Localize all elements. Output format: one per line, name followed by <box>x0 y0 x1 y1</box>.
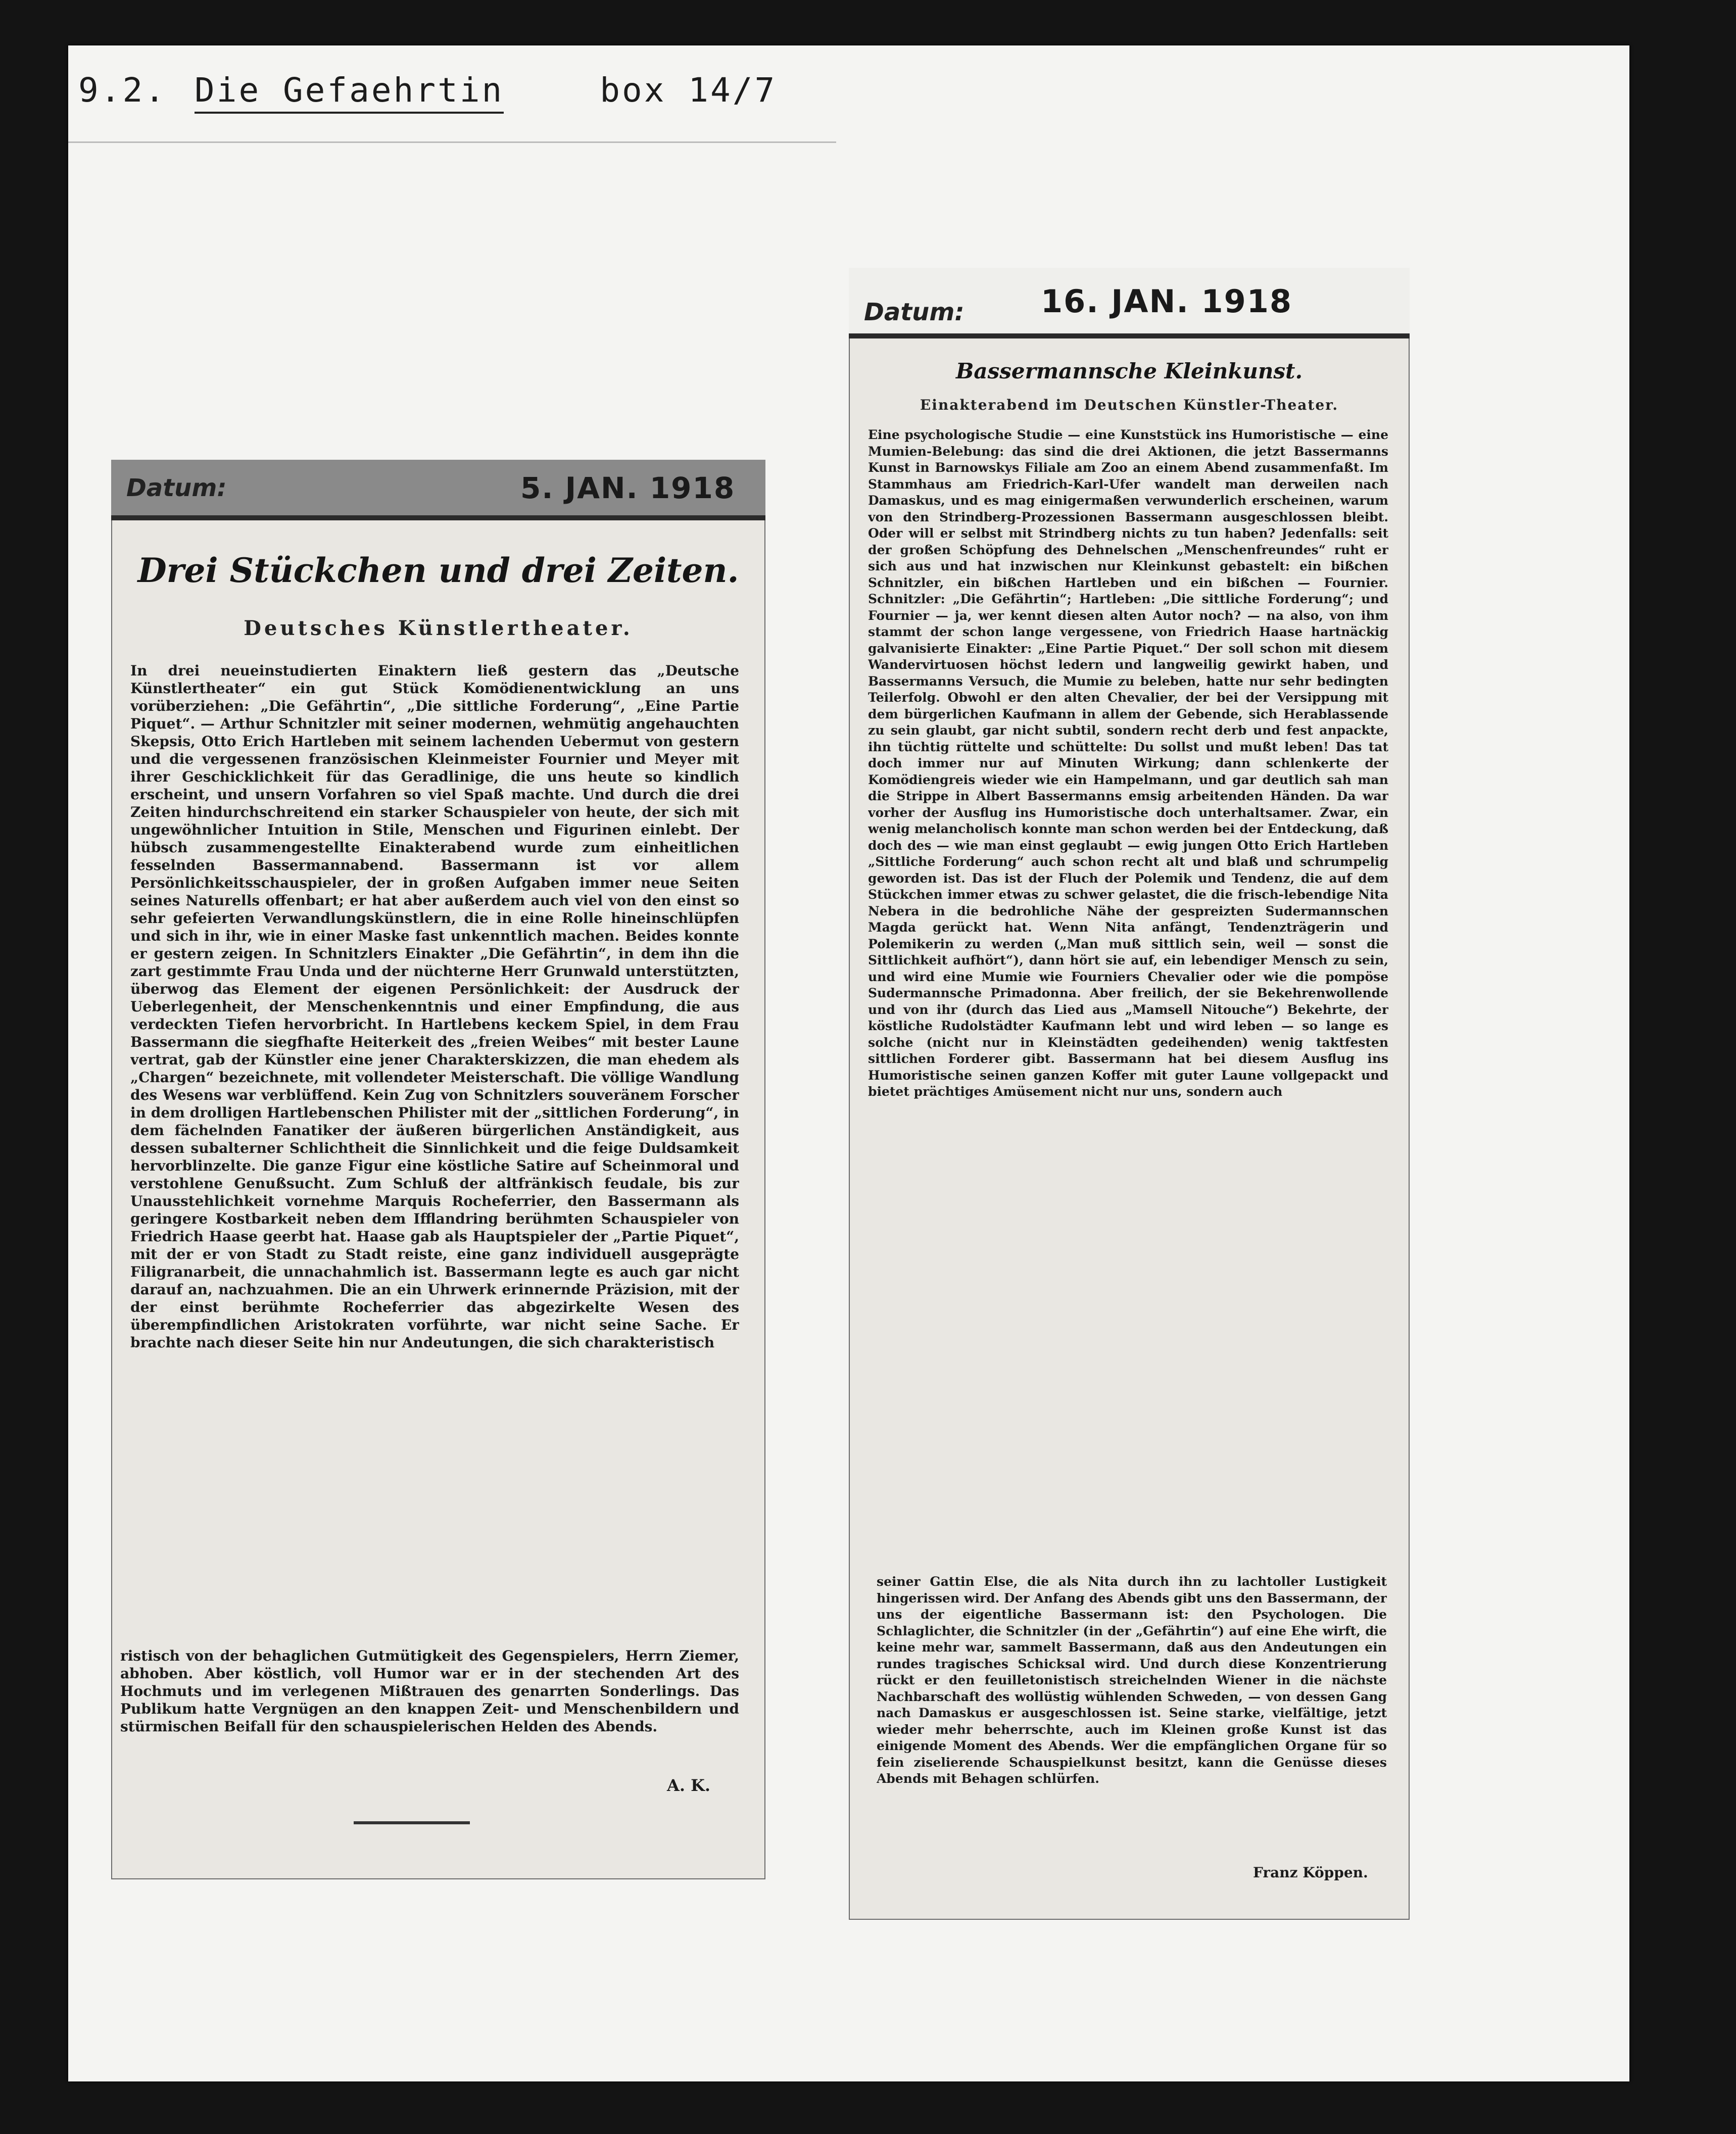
left-end-rule <box>354 1821 470 1824</box>
left-headline: Drei Stückchen und drei Zeiten. <box>137 551 739 590</box>
right-signature: Franz Köppen. <box>1253 1864 1368 1881</box>
left-subheadline: Deutsches Künstlertheater. <box>244 616 633 640</box>
right-datum-label: Datum: <box>864 298 965 326</box>
work-title: Die Gefaehrtin <box>195 71 504 114</box>
right-date-stamp: 16. JAN. 1918 <box>1041 283 1293 320</box>
left-date-stamp: 5. JAN. 1918 <box>520 471 736 505</box>
right-article-body: Eine psychologische Studie — eine Kunststück ins Humoristische — eine Mumien-Belebung: das sind die drei Aktionen, die jetzt Bassermanns Kunst in Barnowskys Filiale am Zoo an einem Abend zusammenfaßt. Im Stammhaus am Friedrich-Karl-Ufer wandelt man derweilen nach Damaskus, und es mag einigermaßen verwunderlich erscheinen, warum von den Strindberg-Prozessionen Bassermann ausgeschlossen bleibt. Oder will er selbst mit Strindberg nichts zu tun haben? Jedenfalls: seit der großen Schöpfung des Dehnelschen „Menschenfreundes“ ruht er sich aus und hat inzwischen nur Kleinkunst gebastelt: ein bißchen Schnitzler, ein bißchen Hartleben und ein bißchen — Fournier. Schnitzler: „Die Gefährtin“; Hartleben: „Die sittliche Forderung“; und Fournier — ja, wer kennt diesen alten Autor noch? — na also, von ihm stammt der schon lange vergessene, von Friedrich Haase hartnäckig galvanisierte Einakter: „Eine Partie Piquet.“ Der soll schon mit diesem Wandervirtuosen höchst ledern und langweilig gewirkt haben, und Bassermanns Versuch, die Mumie zu beleben, hatte nur sehr bedingten Teilerfolg. Obwohl er den alten Chevalier, der bei der Versippung mit dem bürgerlichen Kaufmann in allem der Gebende, sich Herablassende zu sein glaubt, gar nicht subtil, sondern recht derb und fest anpackte, ihn tüchtig rüttelte und schüttelte: Du sollst und mußt leben! Das tat doch immer nur auf Minuten Wirkung; dann schlenkerte der Komödiengreis wieder wie ein Hampelmann, und gar deutlich sah man die Strippe in Albert Bassermanns emsig arbeitenden Händen. Da war vorher der Ausflug ins Humoristische doch unterhaltsamer. Zwar, ein wenig melancholisch konnte man schon werden bei der Entdeckung, daß doch des — wie man einst geglaubt — ewig jungen Otto Erich Hartleben „Sittliche Forderung“ auch schon recht alt und blaß und schrumpelig geworden ist. Das ist der Fluch der Polemik und Tendenz, die auf dem Stückchen immer etwas zu schwer gelastet, die die frisch-lebendige Nita Nebera in die bedrohliche Nähe der gespreizten Sudermannschen Magda gerückt hat. Wenn Nita anfängt, Tendenzträgerin und Polemikerin zu werden („Man muß sittlich sein, weil — sonst die Sittlichkeit aufhört“), dann hört sie auf, ein lebendiger Mensch zu sein, und wird eine Mumie wie Fourniers Chevalier oder wie die pompöse Sudermannsche Primadonna. Aber freilich, der sie Bekehrenwollende und von ihr (durch das Lied aus „Mamsell Nitouche“) Bekehrte, der köstliche Rudolstädter Kaufmann lebt und wird leben — so lange es solche (nicht nur in Kleinstädten gedeihenden) wenig taktfesten sittlichen Forderer gibt. Bassermann hat bei diesem Ausflug ins Humoristische seinen ganzen Koffer mit guter Laune vollgepackt und bietet prächtiges Amüsement nicht nur uns, sondern auch <box>868 427 1388 1099</box>
header-divider <box>68 141 836 143</box>
left-datum-label: Datum: <box>126 474 227 502</box>
archive-sheet <box>68 45 1629 2081</box>
left-article-body: In drei neueinstudierten Einaktern ließ gestern das „Deutsche Künstlertheater“ ein gut Stück Komödienentwicklung an uns vorüberziehen: „Die Gefährtin“, „Die sittliche Forderung“, „Eine Partie Piquet“. — Arthur Schnitzler mit seiner modernen, wehmütig angehauchten Skepsis, Otto Erich Hartleben mit seinem lachenden Uebermut von gestern und die vergessenen französischen Kleinmeister Fournier und Meyer mit ihrer Geschicklichkeit für das Geradlinige, die uns heute so kindlich erscheint, und unsern Vorfahren so viel Spaß machte. Und durch die drei Zeiten hindurchschreitend ein starker Schauspieler von heute, der sich mit ungewöhnlicher Intuition in Stile, Menschen und Figurinen einlebt. Der hübsch zusammengestellte Einakterabend wurde zum einheitlichen fesselnden Bassermannabend. Bassermann ist vor allem Persönlichkeitsschauspieler, der in großen Aufgaben immer neue Seiten seines Naturells offenbart; er hat aber außerdem auch viel von den einst so sehr gefeierten Verwandlungskünstlern, die in eine Rolle hineinschlüpfen und sich in ihr, wie in einer Maske fast unkenntlich machen. Beides konnte er gestern zeigen. In Schnitzlers Einakter „Die Gefährtin“, in dem ihn die zart gestimmte Frau Unda und der nüchterne Herr Grunwald unterstützten, überwog das Element der eigenen Persönlichkeit: der Ausdruck der Ueberlegenheit, der Menschenkenntnis und einer Empfindung, die aus verdeckten Tiefen hervorbricht. In Hartlebens keckem Spiel, in dem Frau Bassermann die siegfhafte Heiterkeit des „freien Weibes“ mit bester Laune vertrat, gab der Künstler eine jener Charakterskizzen, die man ehedem als „Chargen“ bezeichnete, mit vollendeter Meisterschaft. Die völlige Wandlung des Wesens war verblüffend. Kein Zug von Schnitzlers souveränem Forscher in dem drolligen Hartlebenschen Philister mit der „sittlichen Forderung“, in dem fächelnden Fanatiker der äußeren bürgerlichen Anständigkeit, aus dessen subalterner Schlichtheit die Sinnlichkeit und die feige Duldsamkeit hervorblinzelte. Die ganze Figur eine köstliche Satire auf Scheinmoral und verstohlene Genußsucht. Zum Schluß der altfränkisch feudale, bis zur Unausstehlichkeit vornehme Marquis Rocheferrier, den Bassermann als geringere Kostbarkeit neben dem Ifflandring berühmten Schauspieler von Friedrich Haase geerbt hat. Haase gab als Hauptspieler der „Partie Piquet“, mit der er von Stadt zu Stadt reiste, eine ganz individuell ausgeprägte Filigranarbeit, die unnachahmlich ist. Bassermann legte es auch gar nicht darauf an, nachzuahmen. Die an ein Uhrwerk erinnernde Präzision, mit der der einst berühmte Rocheferrier das abgezirkelte Wesen des überempfindlichen Aristokraten vorführte, war nicht seine Sache. Er brachte nach dieser Seite hin nur Andeutungen, die sich charakteristisch <box>130 662 739 1351</box>
right-article-continuation: seiner Gattin Else, die als Nita durch ihn zu lachtoller Lustigkeit hingerissen wird. Der Anfang des Abends gibt uns den Bassermann, der uns der eigentliche Bassermann ist: den Psychologen. Die Schlaglichter, die Schnitzler (in der „Gefährtin“) auf eine Ehe wirft, die keine mehr war, sammelt Bassermann, daß aus den Andeutungen ein rundes tragisches Schicksal wird. Und durch diese Konzentrierung rückt er den feuilletonistisch streichelnden Wiener in die nächste Nachbarschaft des wollüstig wühlenden Schweden, — von dessen Gang nach Damaskus er ausgeschlossen ist. Seine starke, vielfältige, jetzt wieder mehr beherrschte, auch im Kleinen große Kunst ist das einigende Moment des Abends. Wer die empfänglichen Organe für so fein ziselierende Schauspielkunst besitzt, kann die Genüsse dieses Abends mit Behagen schlürfen. <box>877 1574 1387 1786</box>
right-clipping <box>849 268 1410 1920</box>
left-article-continuation: ristisch von der behaglichen Gutmütigkeit des Gegenspielers, Herrn Ziemer, abhoben. Aber köstlich, voll Humor war er in der stechenden Art des Hochmuts und im verlegenen Mißtrauen des genarrten Sonderlings. Das Publikum hatte Vergnügen an den knappen Zeit- und Menschenbildern und stürmischen Beifall für den schauspielerischen Helden des Abends. <box>120 1647 739 1735</box>
left-top-rule <box>111 515 765 520</box>
right-top-rule <box>849 333 1410 338</box>
right-subheadline: Einakterabend im Deutschen Künstler-Theater. <box>920 397 1339 413</box>
box-label: box 14/7 <box>600 71 777 110</box>
left-signature: A. K. <box>667 1776 711 1795</box>
archive-header <box>78 71 777 114</box>
right-headline: Bassermannsche Kleinkunst. <box>955 359 1303 383</box>
folder-number: 9.2. <box>78 71 167 110</box>
left-clipping <box>111 460 765 1879</box>
